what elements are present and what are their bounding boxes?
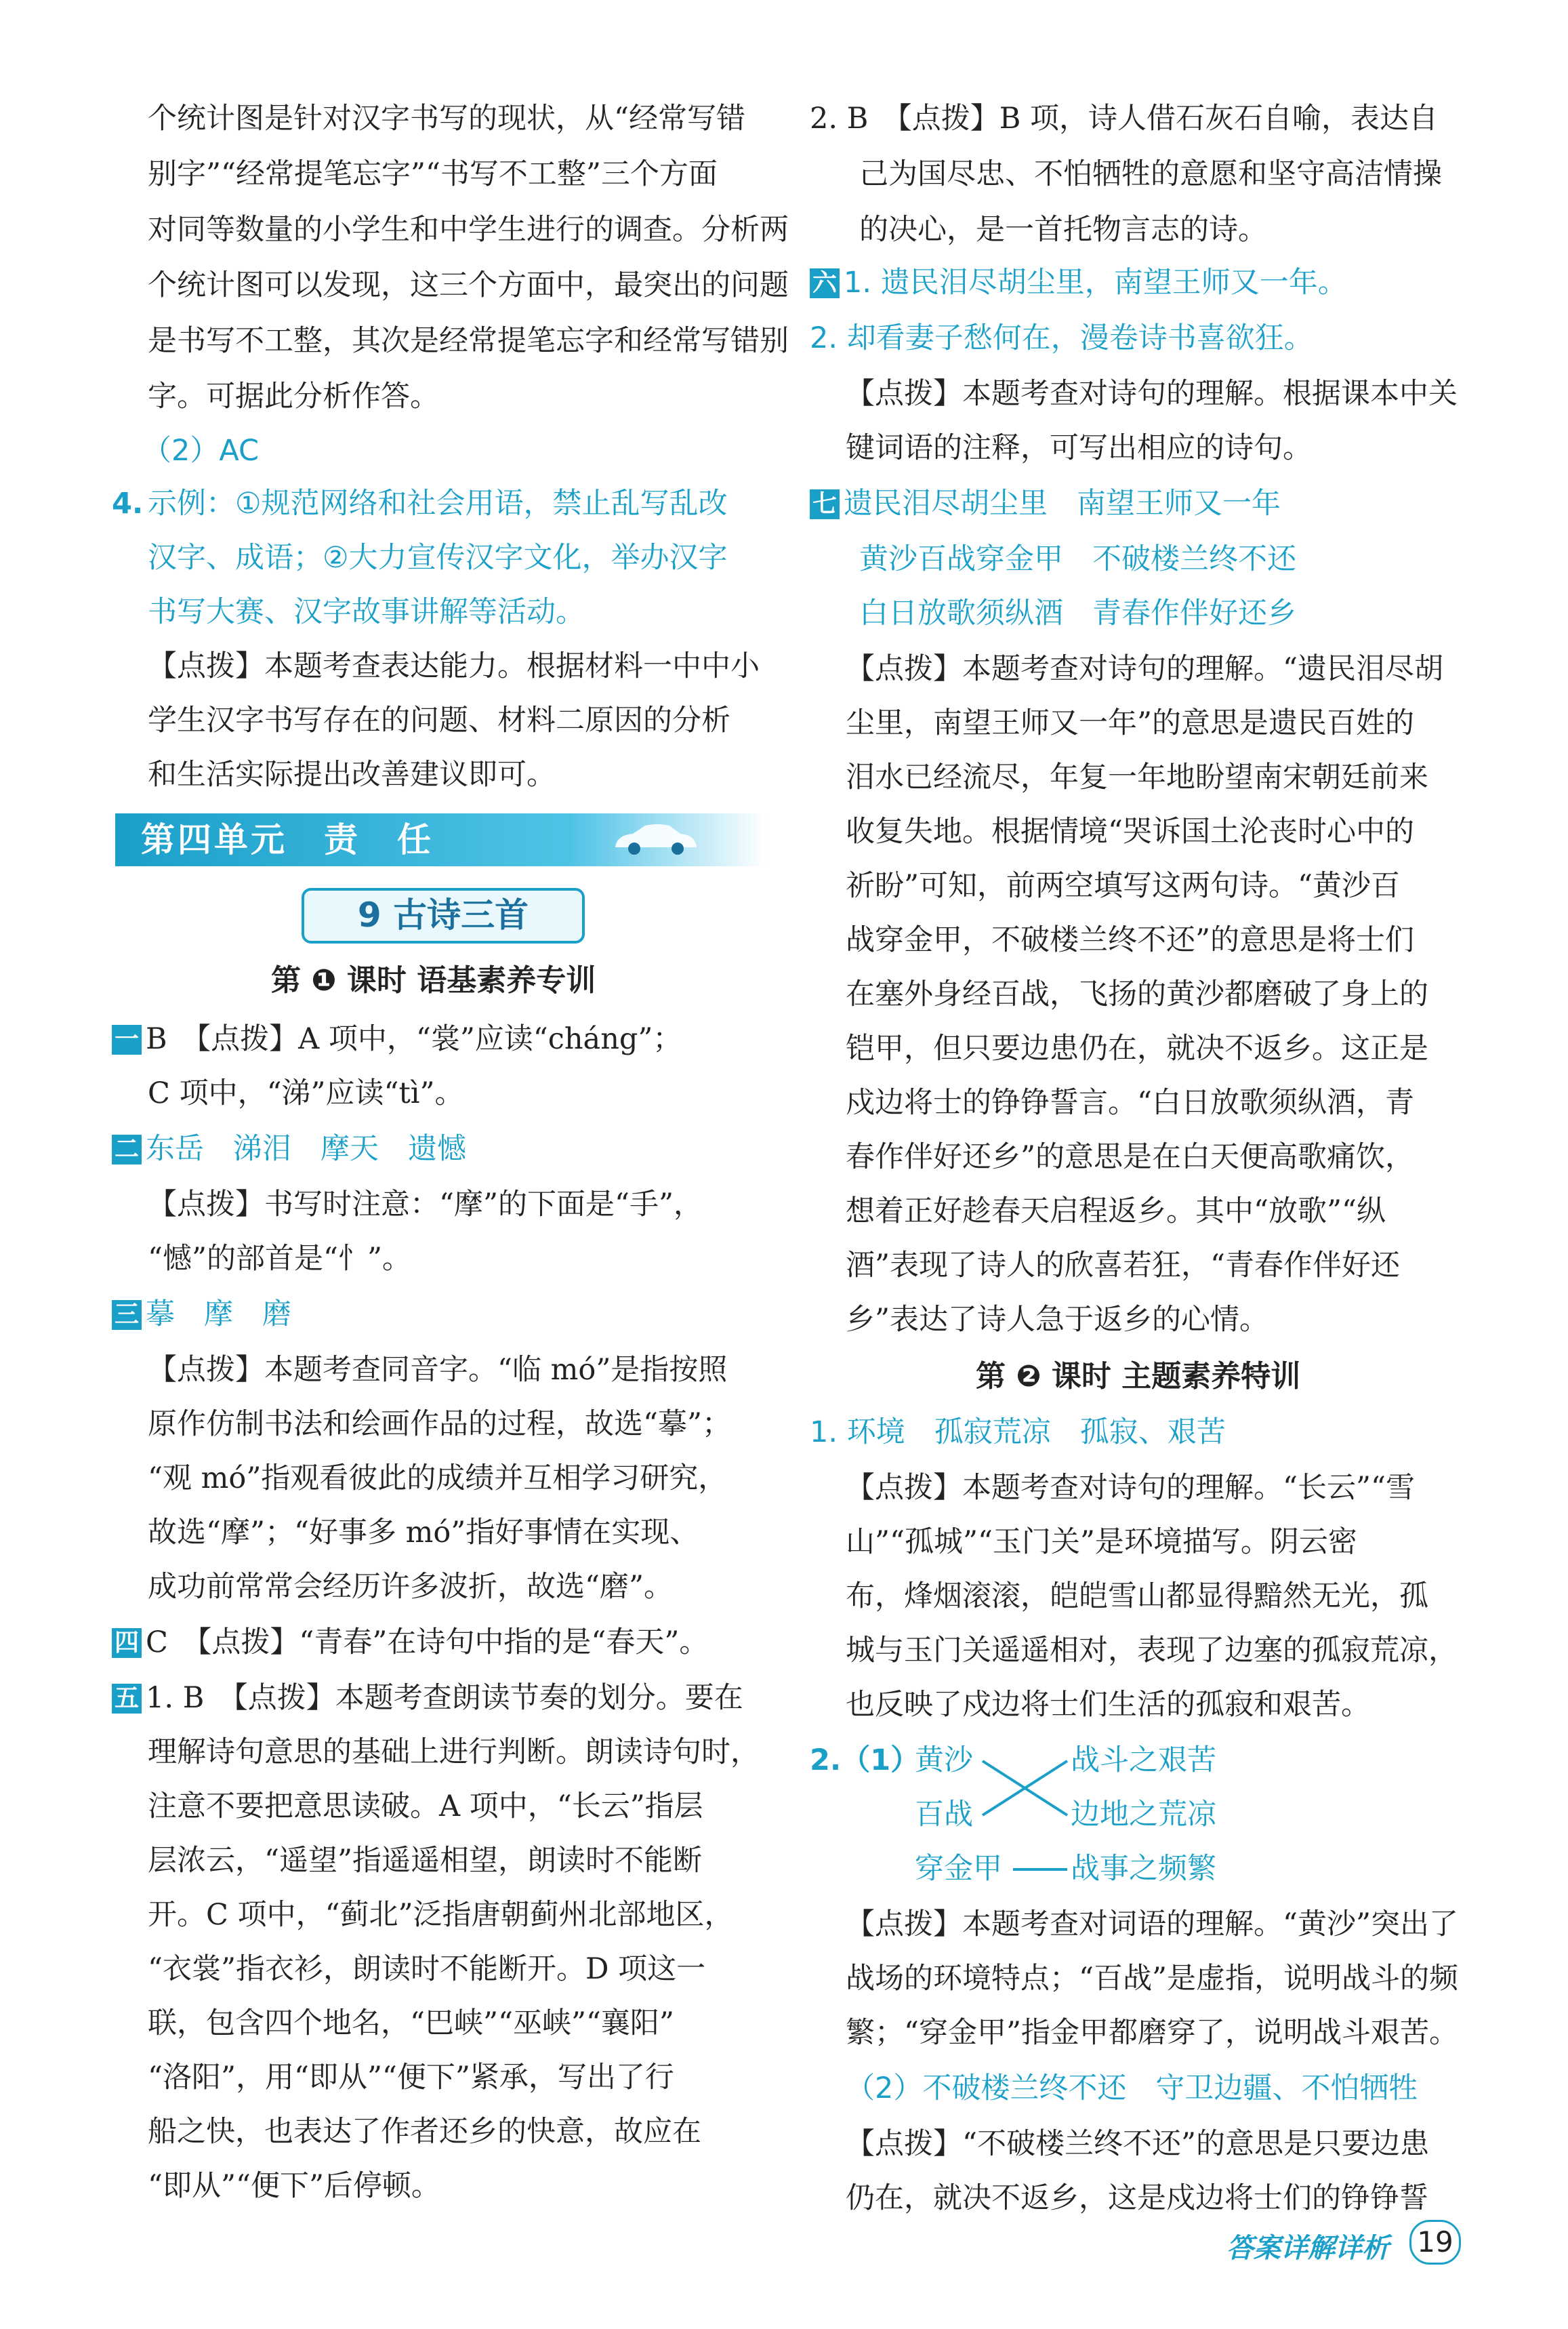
s7-tip-line: 祈盼”可知，前两空填写这两句诗。“黄沙百	[846, 869, 1400, 903]
s1-line	[112, 1022, 682, 1056]
t2-number: 2.（1）	[810, 1743, 920, 1777]
s7-answer: 遗民泪尽胡尘里 南望王师又一年	[844, 487, 1281, 521]
s5-line: “即从”“便下”后停顿。	[148, 2169, 440, 2203]
s6-tip-line: 键词语的注释，可写出相应的诗句。	[846, 431, 1312, 465]
s3-line	[112, 1297, 291, 1331]
match-left-item: 百战	[915, 1798, 973, 1831]
s7-tip-line: 春作伴好还乡”的意思是在白天便高歌痛饮，	[846, 1140, 1414, 1174]
s7-tip-line: 想着正好趁春天启程返乡。其中“放歌”“纵	[846, 1194, 1386, 1228]
s7-tip-line: 泪水已经流尽，年复一年地盼望南宋朝廷前来	[846, 761, 1428, 794]
r2-line: 2. B 【点拨】B 项，诗人借石灰石自喻，表达自	[810, 102, 1439, 136]
session1-title: 第 ❶ 课时 语基素养专训	[271, 963, 596, 998]
t2-2-answer: （2）不破楼兰终不还 守卫边疆、不怕牺牲	[846, 2071, 1418, 2105]
section-badge: 三	[112, 1300, 142, 1330]
s2-tip-line: 【点拨】书写时注意：“摩”的下面是“手”，	[148, 1188, 703, 1221]
session1-heading	[271, 963, 596, 999]
s3-answer: 摹 摩 磨	[146, 1297, 292, 1331]
section-badge: 四	[112, 1628, 142, 1658]
page-number: 19	[1409, 2220, 1461, 2265]
s7-tip-line: 战穿金甲，不破楼兰终不还”的意思是将士们	[846, 923, 1414, 957]
section-badge: 一	[112, 1025, 142, 1055]
t1-tip-line: 城与玉门关遥遥相对，表现了边塞的孤寂荒凉，	[846, 1634, 1458, 1667]
intro-line: 是书写不工整，其次是经常提笔忘字和经常写错别	[148, 324, 789, 358]
match-right-item: 战事之频繁	[1071, 1852, 1216, 1886]
s7-tip-line: 乡”表达了诗人急于返乡的心情。	[846, 1303, 1268, 1337]
section-badge: 七	[810, 489, 840, 519]
s7-tip-line: 酒”表现了诗人的欣喜若狂，“青春作伴好还	[846, 1249, 1400, 1282]
s5-line: 开。C 项中，“蓟北”泛指唐朝蓟州北部地区，	[148, 1898, 734, 1932]
t1-tip-line: 也反映了戍边将士们生活的孤寂和艰苦。	[846, 1688, 1370, 1722]
section-badge: 五	[112, 1684, 142, 1714]
s1-line: C 项中，“涕”应读“tì”。	[148, 1076, 464, 1110]
s5-line: 注意不要把意思读破。A 项中，“长云”指层	[148, 1789, 703, 1823]
s4-line	[112, 1625, 708, 1659]
s5-text: 1. B 【点拨】本题考查朗读节奏的划分。要在	[146, 1681, 743, 1715]
s3-tip-line: 原作仿制书法和绘画作品的过程，故选“摹”；	[148, 1407, 731, 1441]
s5-line: “衣裳”指衣衫，朗读时不能断开。D 项这一	[148, 1952, 706, 1986]
section-badge: 六	[810, 268, 840, 298]
s6-answer-2: 2. 却看妻子愁何在，漫卷诗书喜欲狂。	[810, 321, 1313, 355]
s5-line: 船之快，也表达了作者还乡的快意，故应在	[148, 2115, 701, 2149]
s5-line	[112, 1681, 743, 1715]
lesson-title-box	[302, 888, 585, 944]
q4-answer-line: 书写大赛、汉字故事讲解等活动。	[148, 595, 585, 629]
s7-tip-line: 铠甲，但只要边患仍在，就决不返乡。这正是	[846, 1032, 1428, 1066]
s6-tip-line: 【点拨】本题考查对诗句的理解。根据课本中关	[846, 377, 1458, 411]
s5-line: 联，包含四个地名，“巴峡”“巫峡”“襄阳”	[148, 2006, 674, 2040]
intro-line: 别字”“经常提笔忘字”“书写不工整”三个方面	[148, 157, 718, 191]
t2-tip-line: 战场的环境特点；“百战”是虚指，说明战斗的频	[846, 1962, 1458, 1996]
lesson-title: 9 古诗三首	[357, 895, 529, 935]
q4-answer-line: 汉字、成语；②大力宣传汉字文化，举办汉字	[148, 541, 728, 575]
r2-line: 的决心，是一首托物言志的诗。	[859, 213, 1267, 247]
intro-line: 个统计图是针对汉字书写的现状，从“经常写错	[148, 102, 745, 136]
s3-tip-line: 故选“摩”；“好事多 mó”指好事情在实现、	[148, 1516, 699, 1550]
intro-line: 个统计图可以发现，这三个方面中，最突出的问题	[148, 268, 789, 302]
s2-tip-line: “憾”的部首是“忄”。	[148, 1242, 411, 1276]
s7-answer: 黄沙百战穿金甲 不破楼兰终不还	[859, 542, 1296, 576]
match-left-item: 穿金甲	[915, 1852, 1002, 1886]
s3-tip-line: “观 mó”指观看彼此的成绩并互相学习研究，	[148, 1461, 728, 1495]
s1-text: B 【点拨】A 项中，“裳”应读“cháng”；	[146, 1022, 682, 1056]
s5-line: 层浓云，“遥望”指遥遥相望，朗读时不能断	[148, 1844, 702, 1878]
r2-line: 己为国尽忠、不怕牺牲的意愿和坚守高洁情操	[859, 157, 1442, 191]
t2-tip-line: 【点拨】本题考查对词语的理解。“黄沙”突出了	[846, 1907, 1458, 1941]
q4-tip-line: 学生汉字书写存在的问题、材料二原因的分析	[148, 704, 730, 737]
s6-answer-1: 1. 遗民泪尽胡尘里，南望王师又一年。	[844, 266, 1347, 300]
s7-tip-line: 收复失地。根据情境“哭诉国土沦丧时心中的	[846, 815, 1414, 849]
s7-tip-line: 尘里，南望王师又一年”的意思是遗民百姓的	[846, 706, 1414, 740]
footer-label: 答案详解详析	[1226, 2233, 1389, 2264]
s7-tip-line: 戍边将士的铮铮誓言。“白日放歌须纵酒，青	[846, 1086, 1414, 1120]
intro-line: 字。可据此分析作答。	[148, 380, 439, 413]
s5-line: “洛阳”，用“即从”“便下”紧承，写出了行	[148, 2061, 674, 2094]
s7-answer: 白日放歌须纵酒 青春作伴好还乡	[859, 596, 1296, 630]
t2-2-tip-line: 【点拨】“不破楼兰终不还”的意思是只要边患	[846, 2127, 1429, 2161]
answer-q2: （2）AC	[142, 434, 260, 468]
match-right-item: 边地之荒凉	[1071, 1798, 1216, 1831]
unit-title: 第四单元 责 任	[141, 820, 434, 859]
s3-tip-line: 成功前常常会经历许多波折，故选“磨”。	[148, 1570, 673, 1604]
s7-tip-line: 【点拨】本题考查对诗句的理解。“遗民泪尽胡	[846, 652, 1443, 686]
intro-line: 对同等数量的小学生和中学生进行的调查。分析两	[148, 213, 789, 247]
t1-answer: 1. 环境 孤寂荒凉 孤寂、艰苦	[810, 1415, 1226, 1449]
q4-tip-line: 和生活实际提出改善建议即可。	[148, 758, 556, 792]
s4-text: C 【点拨】“青春”在诗句中指的是“春天”。	[146, 1625, 709, 1659]
match-right-item: 战斗之艰苦	[1071, 1743, 1216, 1777]
t1-tip-line: 山”“孤城”“玉门关”是环境描写。阴云密	[846, 1525, 1357, 1559]
s2-line	[112, 1132, 466, 1166]
session2-title: 第 ❷ 课时 主题素养特训	[976, 1359, 1301, 1394]
s5-line: 理解诗句意思的基础上进行判断。朗读诗句时，	[148, 1735, 760, 1769]
q4-tip-line: 【点拨】本题考查表达能力。根据材料一中中小	[148, 649, 760, 683]
s3-tip-line: 【点拨】本题考查同音字。“临 mó”是指按照	[148, 1353, 728, 1387]
q4-answer-line: 示例：①规范网络和社会用语，禁止乱写乱改	[148, 487, 728, 521]
t1-tip-line: 【点拨】本题考查对诗句的理解。“长云”“雪	[846, 1471, 1415, 1505]
match-left-item: 黄沙	[915, 1743, 973, 1777]
unit-header-bar	[115, 813, 766, 866]
t1-tip-line: 布，烽烟滚滚，皑皑雪山都显得黯然无光，孤	[846, 1579, 1428, 1613]
t2-2-tip-line: 仍在，就决不返乡，这是戍边将士们的铮铮誓	[846, 2181, 1428, 2215]
s7-tip-line: 在塞外身经百战，飞扬的黄沙都磨破了身上的	[846, 977, 1428, 1011]
t2-tip-line: 繁；“穿金甲”指金甲都磨穿了，说明战斗艰苦。	[846, 2016, 1458, 2050]
s2-answer: 东岳 涕泪 摩天 遗憾	[146, 1132, 467, 1166]
q4-number: 4.	[112, 487, 144, 521]
car-icon	[610, 823, 705, 858]
section-badge: 二	[112, 1135, 142, 1164]
